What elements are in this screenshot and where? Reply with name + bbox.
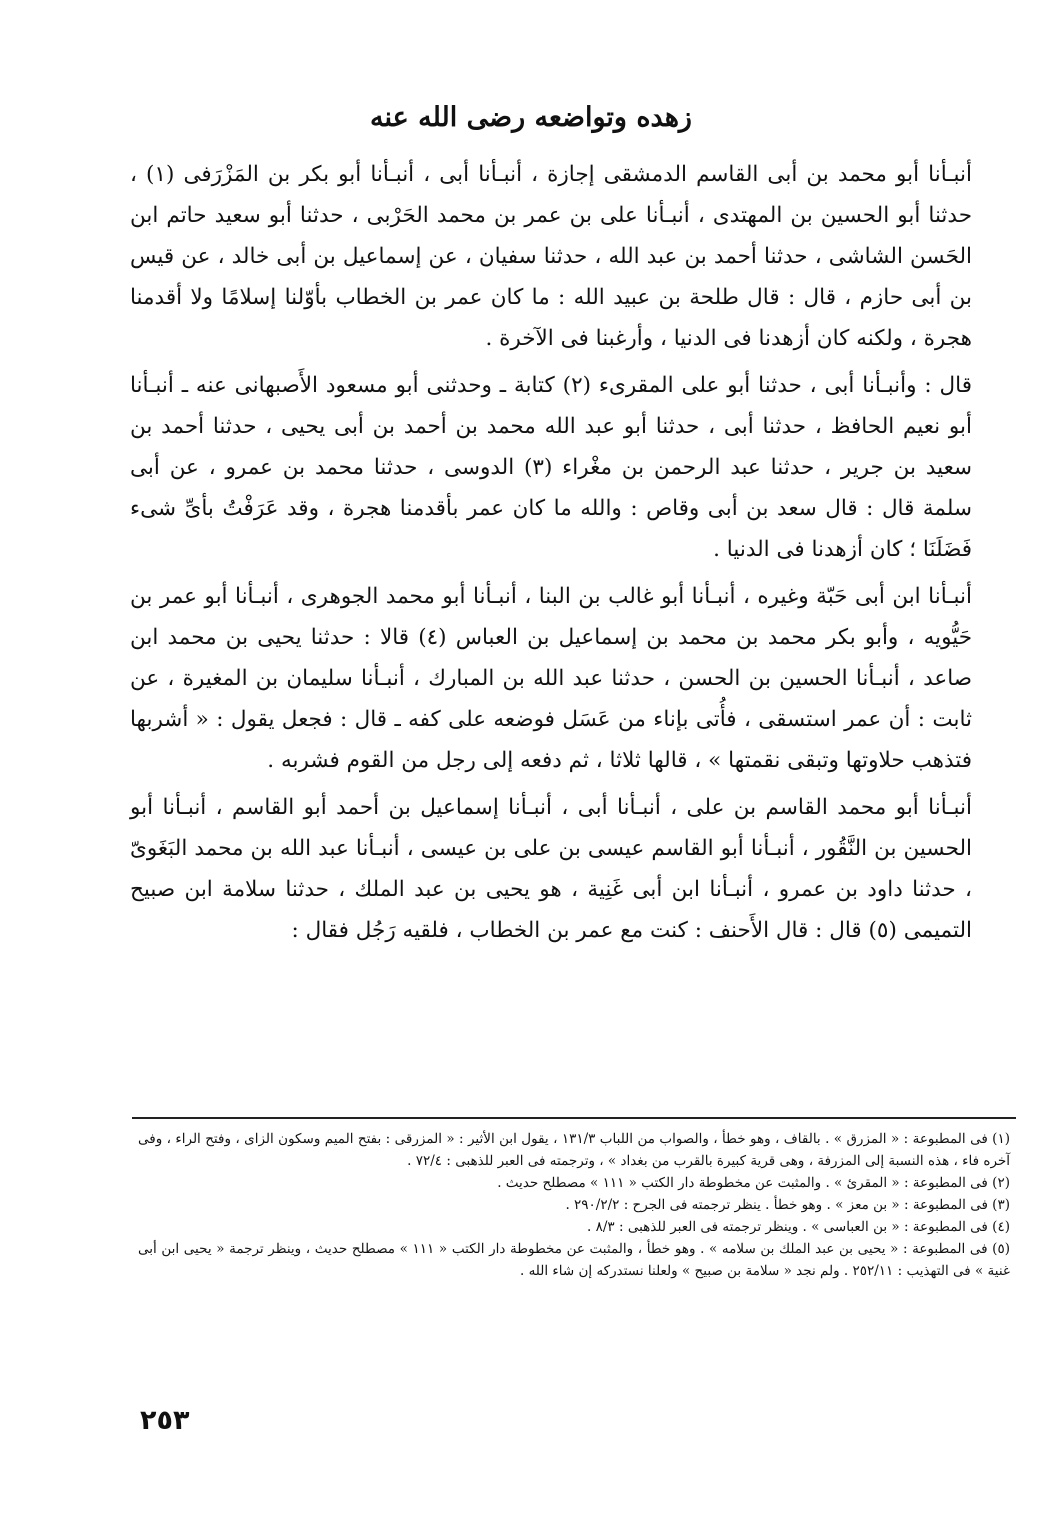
footnote: (١) فى المطبوعة : « المزرق » . بالقاف ، وهو خطأ ، والصواب من اللباب ١٣١/٣ ، يقول ابن الأثير : « المزرقى : بفتح الميم وسكون الزاى ، وفتح الراء ، وفى آخره فاء ، هذه النسبة إلى المزرفة ، وهى قرية كبيرة بالقرب من بغداد » ، وترجمته فى العبر للذهبى : ٧٢/٤ . [138,1131,1010,1169]
page-title: زهده وتواضعه رضى الله عنه [370,102,692,133]
footnote: (٣) فى المطبوعة : « بن معز » . وهو خطأ . ينظر ترجمته فى الجرح : ٢٩٠/٢/٢ . [565,1197,1010,1213]
footnote: (٥) فى المطبوعة : « يحيى بن عبد الملك بن سلامه » . وهو خطأ ، والمثبت عن مخطوطة دار الكتب « ١١١ » مصطلح حديث ، وينظر ترجمة « يحيى ابن أبى غنية » فى التهذيب : ٢٥٢/١١ . ولم نجد « سلامة بن صبيح » ولعلنا نستدركه إن شاء الله . [138,1241,1010,1279]
paragraph: قال : وأنبـأنا أبى ، حدثنا أبو على المقرىء (٢) كتابة ـ وحدثنى أبو مسعود الأَصبهانى عنه ـ أنبـأنا أبو نعيم الحافظ ، حدثنا أبى ، حدثنا أبو عبد الله محمد بن أحمد بن أبى يحيى ، حدثنا أحمد بن سعيد بن جرير ، حدثنا عبد الرحمن بن مغْراء (٣) الدوسى ، حدثنا محمد بن عمرو ، عن أبى سلمة قال : قال سعد بن أبى وقاص : والله ما كان عمر بأقدمنا هجرة ، وقد عَرَفْتُ بأىِّ شىء فَضَلَنَا ؛ كان أزهدنا فى الدنيا . [130,373,972,562]
paragraph: أنبـأنا ابن أبى حَبّة وغيره ، أنبـأنا أبو غالب بن البنا ، أنبـأنا أبو محمد الجوهرى ، أنبـأنا أبو عمر بن حَيُّويه ، وأبو بكر محمد بن محمد بن إسماعيل بن العباس (٤) قالا : حدثنا يحيى بن محمد ابن صاعد ، أنبـأنا الحسين بن الحسن ، حدثنا عبد الله بن المبارك ، أنبـأنا سليمان بن المغيرة ، عن ثابت : أن عمر استسقى ، فأُتى بإناء من عَسَل فوضعه على كفه ـ قال : فجعل يقول : « أشربها فتذهب حلاوتها وتبقى نقمتها » ، قالها ثلاثا ، ثم دفعه إلى رجل من القوم فشربه . [130,584,972,773]
main-text [130,154,972,957]
paragraph: أنبـأنا أبو محمد القاسم بن على ، أنبـأنا أبى ، أنبـأنا إسماعيل بن أحمد أبو القاسم ، أنبـأنا أبو الحسين بن النَّقُور ، أنبـأنا أبو القاسم عيسى بن على بن عيسى ، أنبـأنا عبد الله بن محمد البَغَوىّ ، حدثنا داود بن عمرو ، أنبـأنا ابن أبى غَنِية ، هو يحيى بن عبد الملك ، حدثنا سلامة ابن صبيح التميمى (٥) قال : قال الأَحنف : كنت مع عمر بن الخطاب ، فلقيه رَجُل فقال : [130,795,972,943]
footnote-divider [132,1117,1016,1119]
footnote: (٤) فى المطبوعة : « بن العباسى » . وينظر ترجمته فى العبر للذهبى : ٨/٣ . [587,1219,1010,1235]
footnotes [138,1128,1010,1282]
footnote: (٢) فى المطبوعة : « المقرئ » . والمثبت عن مخطوطة دار الكتب « ١١١ » مصطلح حديث . [497,1175,1010,1191]
paragraph: أنبـأنا أبو محمد بن أبى القاسم الدمشقى إجازة ، أنبـأنا أبى ، أنبـأنا أبو بكر بن المَزْرَفى (١) ، حدثنا أبو الحسين بن المهتدى ، أنبـأنا على بن عمر بن محمد الحَرْبى ، حدثنا أبو سعيد حاتم ابن الحَسن الشاشى ، حدثنا أحمد بن عبد الله ، حدثنا سفيان ، عن إسماعيل بن أبى خالد ، عن قيس بن أبى حازم ، قال : قال طلحة بن عبيد الله : ما كان عمر بن الخطاب بأوّلنا إسلامًا ولا أقدمنا هجرة ، ولكنه كان أزهدنا فى الدنيا ، وأرغبنا فى الآخرة . [130,162,972,351]
page-number: ٢٥٣ [140,1405,190,1436]
